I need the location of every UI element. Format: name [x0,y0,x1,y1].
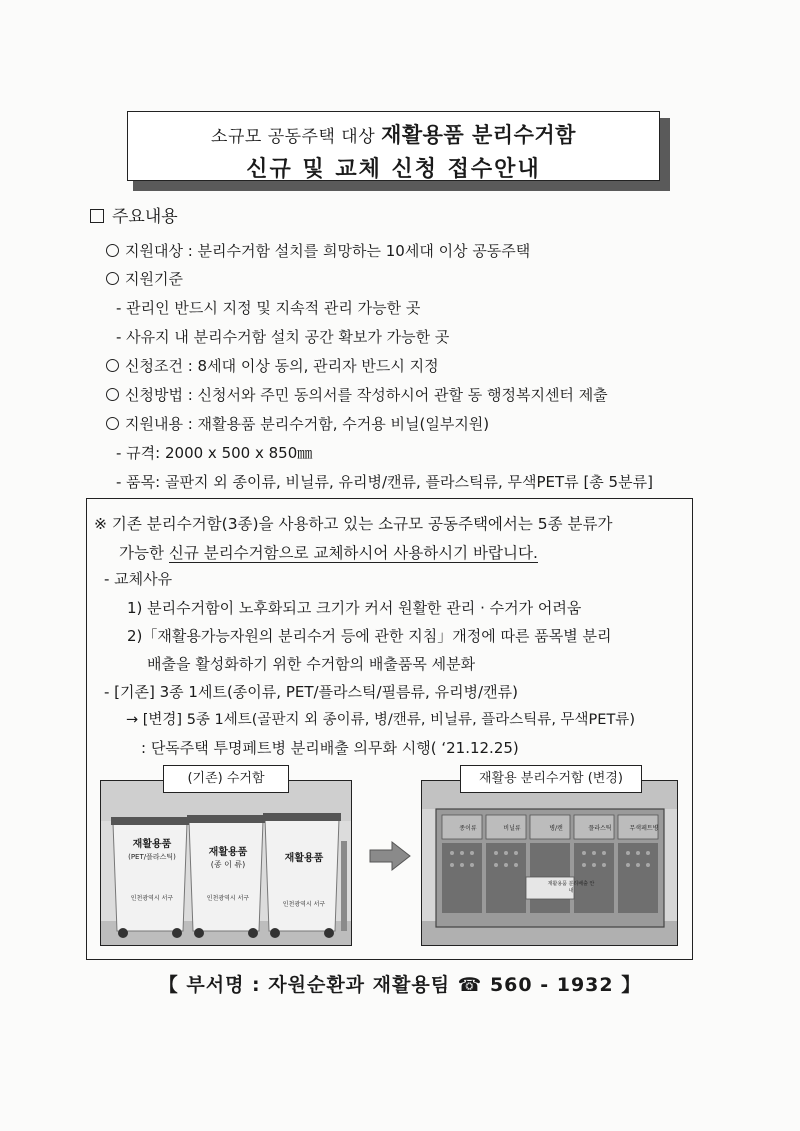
title-line-1 [128,119,659,149]
right-arrow-icon [368,840,412,872]
title-emphasis: 재활용품 분리수거함 [381,123,576,147]
item-content-text: 지원내용 : 재활용품 분리수거함, 수거용 비닐(일부지원) [125,415,490,433]
notice-underlined-text: 신규 분리수거함으로 교체하시어 사용하시기 바랍니다. [168,544,538,562]
notice-line-2-prefix: 가능한 [119,544,169,562]
section-heading-text: 주요내용 [112,207,178,227]
new-bin-label-3: 병/캔 [549,825,563,832]
item-criteria [106,269,183,289]
circle-bullet-icon [106,272,119,285]
new-bin-sign: 재활용품 분리배출 안내 [547,881,595,894]
before-caption: (기존) 수거함 [163,765,289,793]
item-criteria-2: - 사유지 내 분리수거함 설치 공간 확보가 가능한 곳 [116,328,450,346]
after-bins-photo [421,771,678,946]
bin-2-label [195,847,261,905]
item-method [106,385,608,405]
item-condition [106,356,439,376]
bin-2-title: 재활용품 [208,847,248,858]
new-bin-label-1: 종이류 [459,825,477,832]
item-criteria-1: - 관리인 반드시 지정 및 지속적 관리 가능한 곳 [116,299,421,317]
title-prefix: 소규모 공동주택 대상 [211,127,382,147]
circle-bullet-icon [106,359,119,372]
bin-2-sub: (종 이 류) [210,860,246,869]
bin-3-title: 재활용품 [284,853,324,864]
pet-mandate: : 단독주택 투명페트병 분리배출 의무화 시행( ‘21.12.25) [141,739,519,757]
item-criteria-text: 지원기준 [125,270,183,288]
reason-heading: - 교체사유 [104,570,173,588]
bin-1-owner: 인천광역시 서구 [130,895,174,902]
reason-2b: 배출을 활성화하기 위한 수거함의 배출품목 세분화 [147,655,476,673]
after-caption: 재활용 분리수거함 (변경) [460,765,642,793]
item-content [106,414,489,434]
new-bin-label-4: 플라스틱 [588,825,612,832]
before-bins-photo [100,771,352,946]
new-bins-illustration [422,781,677,945]
item-spec: - 규격: 2000 x 500 x 850㎜ [116,444,313,462]
before-set: - [기존] 3종 1세트(종이류, PET/플라스틱/필름류, 유리병/캔류) [104,683,518,701]
section-heading [90,207,178,227]
item-condition-text: 신청조건 : 8세대 이상 동의, 관리자 반드시 지정 [125,357,439,375]
bin-1-sub: (PET/플라스틱) [128,853,176,861]
department-footer: 【 부서명 : 자원순환과 재활용팀 ☎ 560 - 1932 】 [158,974,642,996]
notice-line-1: ※ 기존 분리수거함(3종)을 사용하고 있는 소규모 공동주택에서는 5종 분류가 [94,515,613,533]
item-target [106,241,530,261]
bin-1-title: 재활용품 [132,839,172,850]
item-types: - 품목: 골판지 외 종이류, 비닐류, 유리병/캔류, 플라스틱류, 무색PET류 [총 5분류] [116,473,653,491]
checkbox-icon [90,209,104,223]
circle-bullet-icon [106,417,119,430]
bin-1-label [119,839,185,905]
reason-1: 1) 분리수거함이 노후화되고 크기가 커서 원활한 관리 · 수거가 어려움 [127,599,582,617]
new-bin-label-5: 무색페트병 [629,825,659,832]
circle-bullet-icon [106,244,119,257]
circle-bullet-icon [106,388,119,401]
title-box [127,111,660,181]
item-method-text: 신청방법 : 신청서와 주민 동의서를 작성하시어 관할 동 행정복지센터 제출 [125,386,608,404]
title-line-2: 신규 및 교체 신청 접수안내 [246,157,541,182]
bin-3-owner: 인천광역시 서구 [282,901,326,908]
after-set: → [변경] 5종 1세트(골판지 외 종이류, 병/캔류, 비닐류, 플라스틱류, 무색PET류) [126,712,635,728]
bin-2-owner: 인천광역시 서구 [206,895,250,902]
notice-line-2 [119,543,538,563]
item-target-text: 지원대상 : 분리수거함 설치를 희망하는 10세대 이상 공동주택 [125,242,531,260]
new-bin-label-2: 비닐류 [503,825,521,832]
reason-2a: 2)「재활용가능자원의 분리수거 등에 관한 지침」개정에 따른 품목별 분리 [127,627,612,645]
bin-3-label [271,853,337,911]
